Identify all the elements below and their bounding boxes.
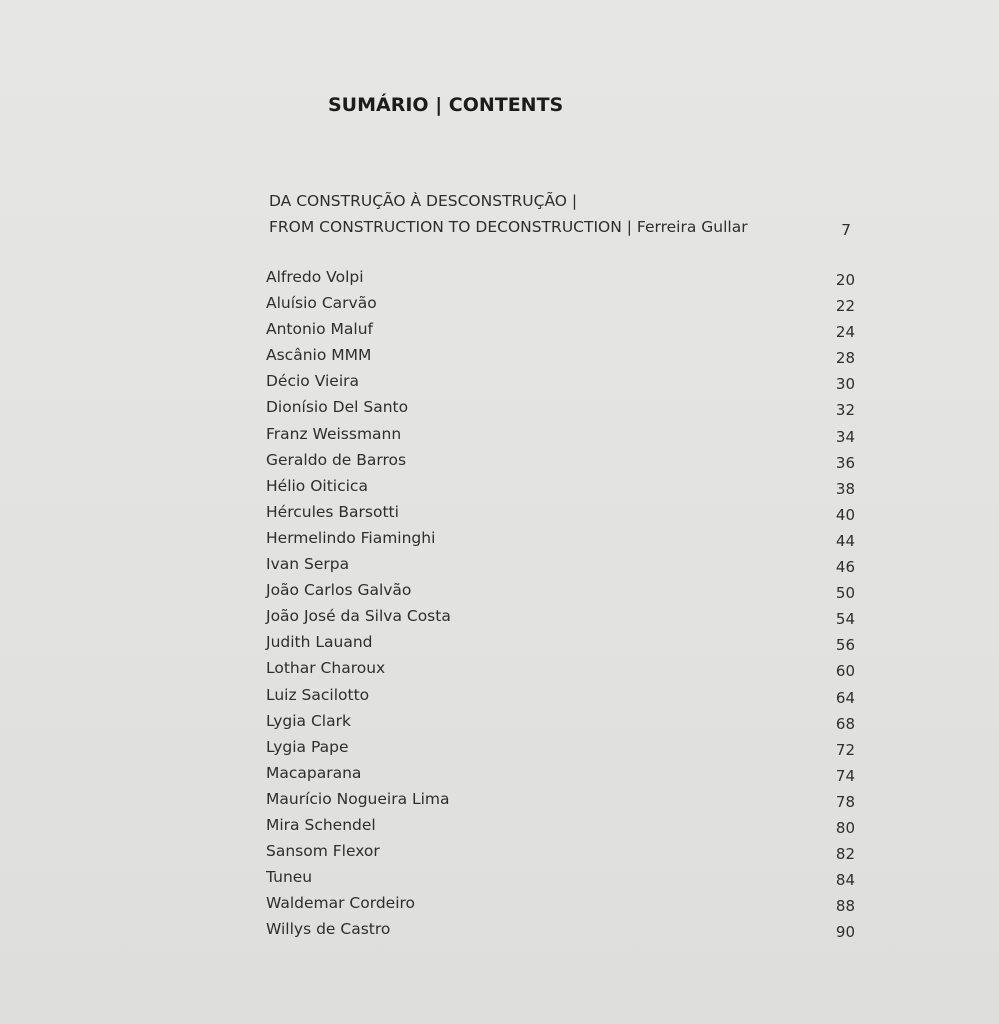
page-number: 72 [835, 740, 855, 759]
list-item [266, 368, 855, 394]
page-number: 36 [835, 453, 855, 472]
page-number: 64 [835, 688, 855, 707]
list-item [266, 682, 855, 708]
list-item [266, 264, 855, 290]
page-number: 84 [835, 871, 855, 890]
page-number: 82 [835, 845, 855, 864]
page-number: 50 [835, 584, 855, 603]
page-number: 80 [835, 818, 855, 837]
list-item [266, 290, 855, 316]
artist-name: Hermelindo Fiaminghi [266, 528, 436, 547]
artist-name: Alfredo Volpi [266, 268, 364, 286]
essay-title-portuguese: DA CONSTRUÇÃO À DESCONSTRUÇÃO | [269, 192, 578, 210]
artist-name: Sansom Flexor [266, 842, 380, 861]
page-number: 90 [835, 923, 855, 942]
artist-name: Luiz Sacilotto [266, 685, 370, 704]
artist-name: Willys de Castro [266, 920, 391, 939]
artist-name: Waldemar Cordeiro [266, 894, 416, 913]
page-number: 56 [835, 636, 855, 655]
artist-name: Geraldo de Barros [266, 450, 407, 469]
list-item [266, 629, 855, 655]
page-number: 44 [835, 531, 855, 550]
list-item [266, 890, 855, 916]
page-number: 38 [835, 479, 855, 498]
list-item [266, 316, 855, 342]
list-item [266, 577, 855, 603]
artist-name: Lygia Pape [266, 737, 349, 756]
artist-name: Ascânio MMM [266, 346, 372, 365]
page-number: 60 [835, 662, 855, 681]
list-item [266, 499, 855, 525]
page-number: 34 [835, 427, 855, 446]
artist-name: Hércules Barsotti [266, 502, 399, 521]
artist-name: Aluísio Carvão [266, 294, 377, 313]
page-number: 46 [835, 558, 855, 577]
list-item [266, 655, 855, 681]
list-item [266, 551, 855, 577]
list-item [266, 760, 855, 786]
page-number: 32 [835, 401, 855, 420]
essay-title-english-line [269, 214, 851, 240]
list-item [266, 421, 855, 447]
list-item [266, 786, 855, 812]
page-number: 88 [835, 897, 855, 916]
page-title: SUMÁRIO | CONTENTS [328, 94, 564, 116]
list-item [266, 394, 855, 420]
list-item [266, 603, 855, 629]
page-number: 20 [835, 271, 855, 289]
list-item [266, 447, 855, 473]
list-item [266, 708, 855, 734]
artist-name: Ivan Serpa [266, 555, 350, 574]
page-number: 54 [835, 610, 855, 629]
essay-title-english: FROM CONSTRUCTION TO DECONSTRUCTION | Ferreira Gullar [269, 218, 748, 236]
artist-name: João José da Silva Costa [266, 607, 451, 626]
list-item [266, 342, 855, 368]
page-number: 78 [835, 792, 855, 811]
list-item [266, 864, 855, 890]
list-item [266, 473, 855, 499]
artist-name: João Carlos Galvão [266, 581, 412, 600]
artist-name: Lygia Clark [266, 711, 351, 730]
artist-name: Antonio Maluf [266, 320, 373, 339]
essay-entry [269, 188, 851, 240]
list-item [266, 525, 855, 551]
artist-list [266, 264, 855, 942]
list-item [266, 734, 855, 760]
artist-name: Judith Lauand [266, 633, 373, 652]
list-item [266, 812, 855, 838]
artist-name: Lothar Charoux [266, 659, 386, 678]
page-number: 68 [835, 714, 855, 733]
artist-name: Hélio Oiticica [266, 476, 368, 495]
artist-name: Maurício Nogueira Lima [266, 789, 450, 808]
artist-name: Tuneu [266, 868, 313, 887]
page-number: 30 [835, 375, 855, 394]
artist-name: Macaparana [266, 763, 362, 782]
page-number: 22 [835, 297, 855, 316]
artist-name: Décio Vieira [266, 372, 359, 391]
page-number: 40 [835, 505, 855, 524]
artist-name: Mira Schendel [266, 815, 376, 834]
page-number: 24 [835, 323, 855, 342]
essay-page-number: 7 [841, 221, 851, 239]
artist-name: Dionísio Del Santo [266, 398, 409, 417]
artist-name: Franz Weissmann [266, 424, 402, 443]
list-item [266, 838, 855, 864]
list-item [266, 916, 855, 942]
page-number: 28 [835, 349, 855, 368]
page-number: 74 [835, 766, 855, 785]
